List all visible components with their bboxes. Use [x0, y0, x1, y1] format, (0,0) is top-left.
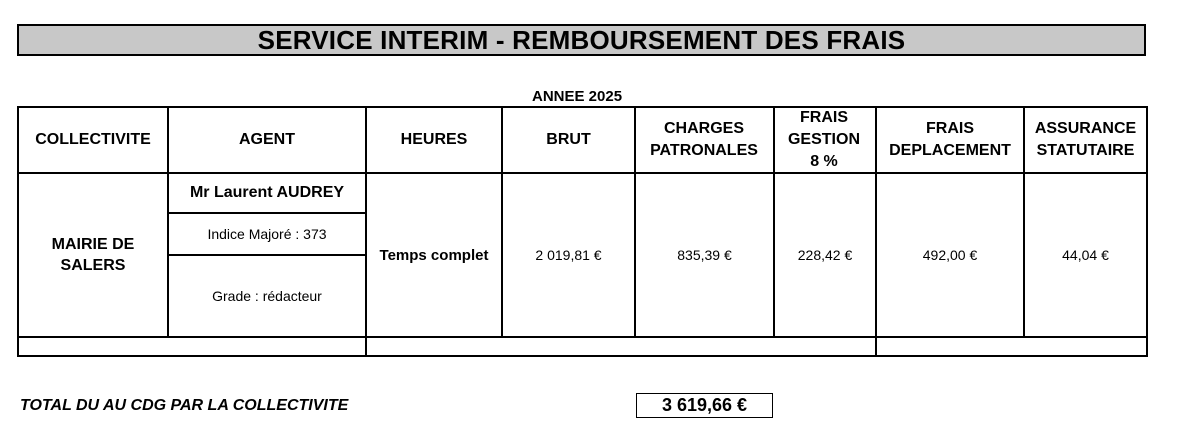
cell-heures: Temps complet: [379, 246, 489, 264]
year-label: ANNEE 2025: [532, 88, 623, 105]
cell-indice: Indice Majoré : 373: [207, 226, 327, 242]
cell-brut: 2 019,81 €: [535, 247, 602, 263]
table-bottom-border: [17, 355, 1148, 357]
header-heures: HEURES: [400, 131, 468, 148]
header-charges: CHARGES PATRONALES: [650, 120, 758, 159]
cell-assurance: 44,04 €: [1062, 247, 1109, 263]
document-title: SERVICE INTERIM - REMBOURSEMENT DES FRAIS: [17, 24, 1146, 56]
col-border-8: [1146, 106, 1148, 357]
header-agent: AGENT: [239, 131, 295, 148]
total-value: 3 619,66 €: [636, 393, 773, 418]
cell-agent-name: Mr Laurent AUDREY: [189, 184, 345, 201]
cell-frais-deplacement: 492,00 €: [922, 247, 978, 263]
cell-collectivite: MAIRIE DE SALERS: [51, 236, 135, 274]
cell-frais-gestion: 228,42 €: [797, 247, 853, 263]
total-label: TOTAL DU AU CDG PAR LA COLLECTIVITE: [20, 397, 349, 414]
expense-table: [17, 106, 1148, 357]
header-frais-gestion: FRAIS GESTION 8 %: [787, 109, 860, 170]
header-collectivite: COLLECTIVITE: [35, 131, 151, 148]
header-frais-deplacement: FRAIS DEPLACEMENT: [889, 120, 1011, 159]
cell-grade: Grade : rédacteur: [212, 288, 322, 304]
header-assurance: ASSURANCE STATUTAIRE: [1034, 120, 1137, 159]
cell-charges: 835,39 €: [677, 247, 732, 263]
header-brut: BRUT: [546, 131, 591, 148]
row-bottom-border: [17, 336, 1148, 338]
